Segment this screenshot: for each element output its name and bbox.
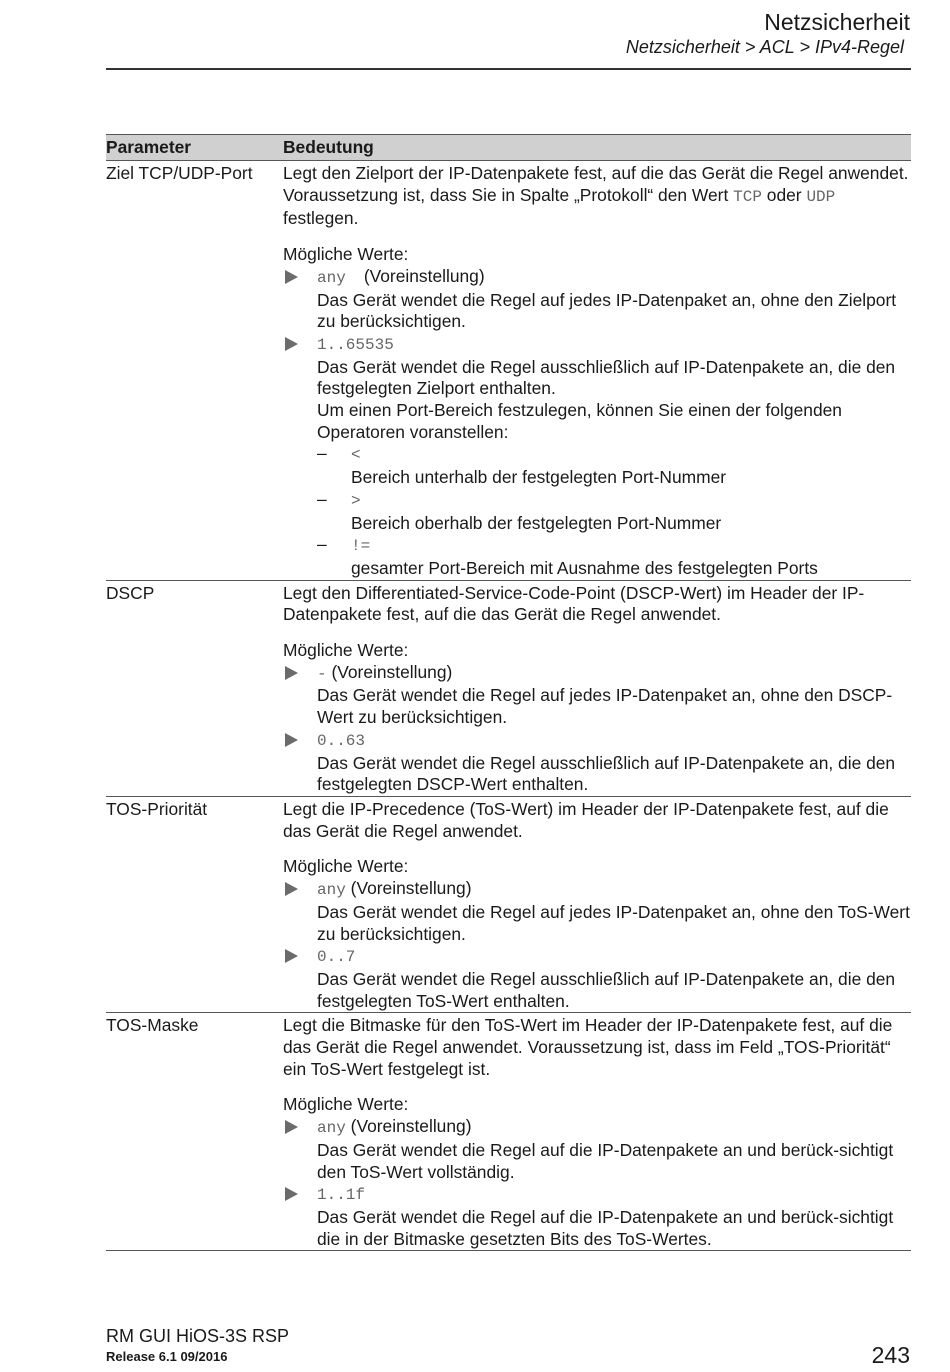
operator-text: Bereich unterhalb der festgelegten Port-Nummer	[351, 467, 727, 488]
list-item	[283, 662, 911, 729]
value-text: Das Gerät wendet die Regel auf jedes IP-Datenpaket an, ohne den ToS-Wert zu berücksichtigen.	[317, 901, 910, 944]
value-list	[283, 266, 911, 580]
operator-text: Bereich oberhalb der festgelegten Port-Nummer	[351, 512, 722, 533]
table-header-row	[106, 135, 911, 161]
possible-values-label: Mögliche Werte:	[283, 856, 409, 877]
value-text: Das Gerät wendet die Regel auf jedes IP-Datenpaket an, ohne den Zielport zu berücksichtigen.	[317, 289, 897, 332]
description-text: Legt den Differentiated-Service-Code-Point (DSCP-Wert) im Header der IP-Datenpakete fest, auf die das Gerät die Regel anwendet.	[283, 582, 865, 625]
triangle-bullet-icon	[285, 882, 298, 896]
value-text: Das Gerät wendet die Regel auf die IP-Datenpakete an und berück-sichtigt die in der Bitmaske gesetzten Bits des ToS-Wertes.	[317, 1206, 894, 1249]
value-list	[283, 1116, 911, 1250]
code-value: any	[317, 881, 346, 900]
table-row	[106, 796, 911, 1012]
list-item	[283, 729, 911, 796]
page-number: 243	[871, 1342, 910, 1368]
operator-code: >	[351, 491, 361, 510]
value-extra-text: Um einen Port-Bereich festzulegen, können Sie einen der folgenden Operatoren voranstellen:	[317, 400, 842, 442]
list-item	[283, 333, 911, 580]
default-note: (Voreinstellung)	[350, 878, 472, 899]
table-row	[106, 1013, 911, 1251]
value-text: Das Gerät wendet die Regel auf jedes IP-Datenpaket an, ohne den DSCP-Wert zu berücksichtigen.	[317, 685, 893, 728]
parameter-description	[283, 1013, 911, 1251]
triangle-bullet-icon	[285, 666, 298, 680]
operator-list	[317, 443, 911, 579]
list-item	[283, 878, 911, 945]
header-divider	[106, 68, 911, 70]
parameter-name: TOS-Priorität	[106, 796, 283, 1012]
value-text: Das Gerät wendet die Regel auf die IP-Datenpakete an und berück-sichtigt den ToS-Wert vollständig.	[317, 1139, 894, 1182]
value-text: Das Gerät wendet die Regel ausschließlich auf IP-Datenpakete an, die den festgelegten ToS-Wert enthalten.	[317, 968, 896, 1011]
code-value: any	[317, 1119, 346, 1138]
parameter-name: Ziel TCP/UDP-Port	[106, 161, 283, 581]
list-item	[317, 489, 911, 534]
code-value: 1..65535	[317, 335, 394, 354]
triangle-bullet-icon	[285, 337, 298, 351]
list-item	[283, 945, 911, 1012]
parameter-name: TOS-Maske	[106, 1013, 283, 1251]
operator-code: !=	[351, 537, 371, 556]
operator-text: gesamter Port-Bereich mit Ausnahme des festgelegten Ports	[351, 557, 818, 578]
description-text: Legt die Bitmaske für den ToS-Wert im Header der IP-Datenpakete fest, auf die das Gerät die Regel anwendet. Voraussetzung ist, dass im Feld „TOS-Priorität“ ein ToS-Wert festgelegt ist.	[283, 1015, 893, 1079]
table-row	[106, 580, 911, 796]
triangle-bullet-icon	[285, 270, 298, 284]
list-item	[283, 1116, 911, 1183]
description-text: Legt den Zielport der IP-Datenpakete fest, auf die das Gerät die Regel anwendet. Voraussetzung ist, dass Sie in Spalte „Protokoll“ den Wert TCP oder UDP festlegen.	[283, 163, 909, 229]
parameter-table	[106, 134, 911, 1251]
list-item	[317, 443, 911, 488]
parameter-description	[283, 580, 911, 796]
description-text: Legt die IP-Precedence (ToS-Wert) im Header der IP-Datenpakete fest, auf die das Gerät die Regel anwendet.	[283, 798, 889, 841]
column-header-meaning: Bedeutung	[283, 135, 911, 161]
list-item	[283, 266, 911, 333]
parameter-description	[283, 161, 911, 581]
list-item	[317, 534, 911, 579]
code-value: 0..63	[317, 731, 366, 750]
triangle-bullet-icon	[285, 733, 298, 747]
triangle-bullet-icon	[285, 949, 298, 963]
value-list	[283, 662, 911, 796]
breadcrumb: Netzsicherheit > ACL > IPv4-Regel	[625, 37, 904, 57]
table-row	[106, 161, 911, 581]
possible-values-label: Mögliche Werte:	[283, 244, 409, 265]
page-header-title: Netzsicherheit	[764, 9, 910, 35]
column-header-parameter: Parameter	[106, 135, 283, 161]
default-note: (Voreinstellung)	[363, 265, 485, 286]
dash-bullet: –	[317, 443, 327, 464]
triangle-bullet-icon	[285, 1187, 298, 1201]
code-value: 0..7	[317, 948, 356, 967]
parameter-description	[283, 796, 911, 1012]
code-value: -	[317, 664, 327, 683]
possible-values-label: Mögliche Werte:	[283, 1094, 409, 1115]
code-value: TCP	[733, 187, 762, 206]
code-value: 1..1f	[317, 1186, 366, 1205]
value-text: Das Gerät wendet die Regel ausschließlich auf IP-Datenpakete an, die den festgelegten Zielport enthalten.	[317, 356, 896, 399]
footer-release: Release 6.1 09/2016	[106, 1349, 228, 1364]
operator-code: <	[351, 446, 361, 465]
parameter-name: DSCP	[106, 580, 283, 796]
code-value: UDP	[806, 187, 836, 206]
list-item	[283, 1183, 911, 1250]
value-text: Das Gerät wendet die Regel ausschließlich auf IP-Datenpakete an, die den festgelegten DSCP-Wert enthalten.	[317, 752, 896, 795]
value-list	[283, 878, 911, 1012]
dash-bullet: –	[317, 488, 327, 509]
triangle-bullet-icon	[285, 1120, 298, 1134]
default-note: (Voreinstellung)	[350, 1116, 472, 1137]
possible-values-label: Mögliche Werte:	[283, 640, 409, 661]
dash-bullet: –	[317, 534, 327, 555]
footer-document-name: RM GUI HiOS-3S RSP	[106, 1326, 290, 1346]
code-value: any	[317, 268, 346, 287]
default-note: (Voreinstellung)	[331, 661, 453, 682]
